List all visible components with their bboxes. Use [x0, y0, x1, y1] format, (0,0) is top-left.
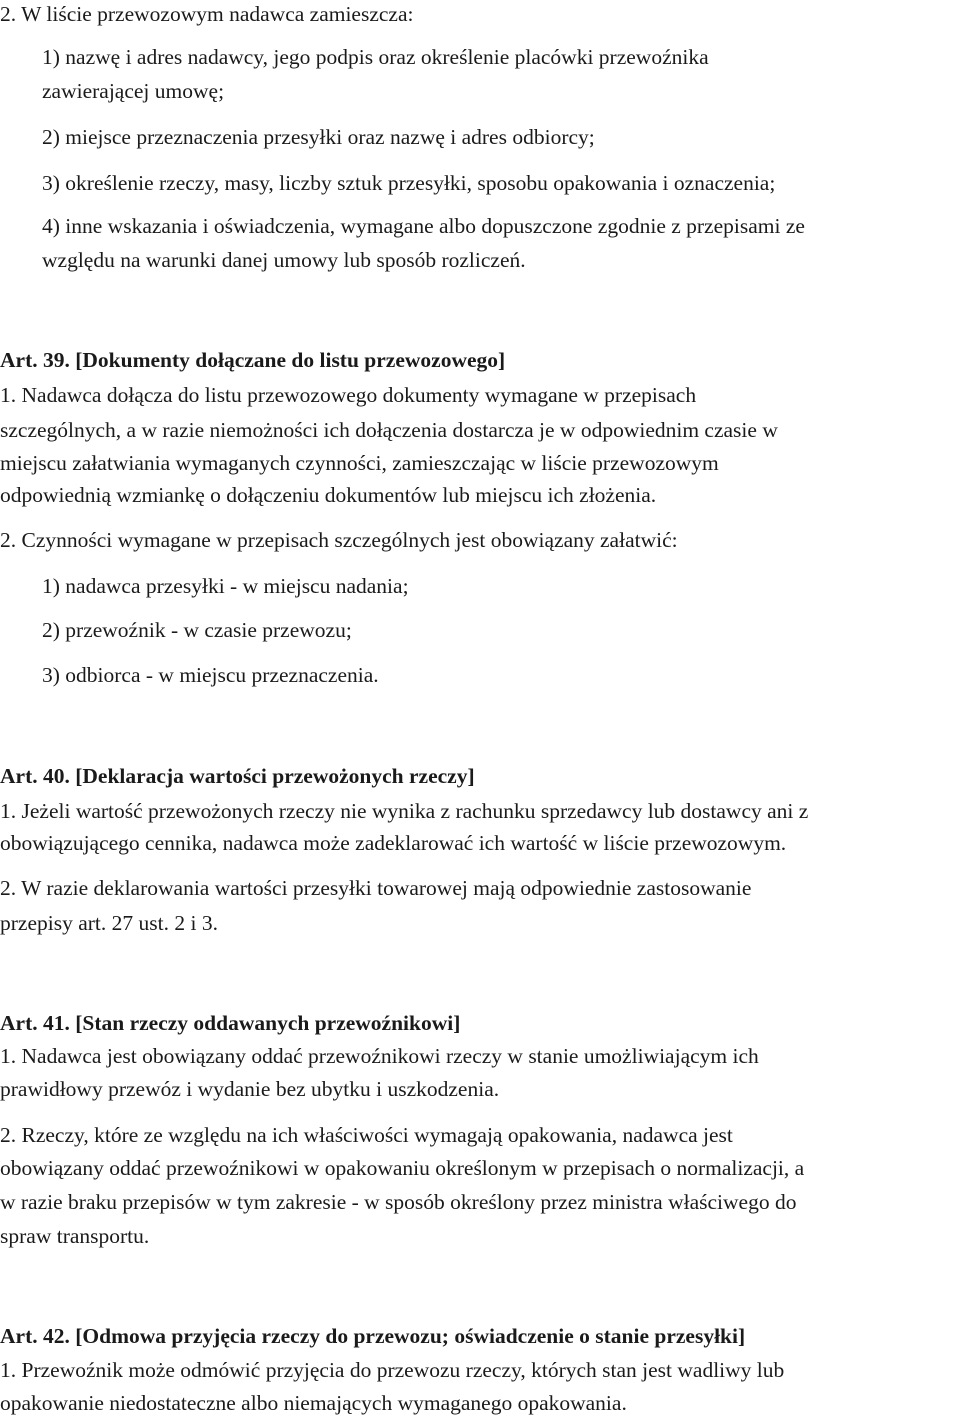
list-item-line: 4) inne wskazania i oświadczenia, wymagane albo dopuszczone zgodnie z przepisami ze: [42, 214, 805, 238]
article-41-heading: Art. 41. [Stan rzeczy oddawanych przewoźnikowi]: [0, 1011, 461, 1035]
paragraph-line: 2. Rzeczy, które ze względu na ich właściwości wymagają opakowania, nadawca jest: [0, 1123, 733, 1147]
list-item-line: zawierającej umowę;: [42, 79, 225, 103]
paragraph-line: szczególnych, a w razie niemożności ich dołączenia dostarcza je w odpowiednim czasie w: [0, 418, 778, 442]
paragraph-line: przepisy art. 27 ust. 2 i 3.: [0, 911, 218, 935]
article-39-heading: Art. 39. [Dokumenty dołączane do listu przewozowego]: [0, 348, 506, 372]
paragraph-line: 2. Czynności wymagane w przepisach szczególnych jest obowiązany załatwić:: [0, 528, 678, 552]
paragraph-line: 2. W razie deklarowania wartości przesyłki towarowej mają odpowiednie zastosowanie: [0, 876, 752, 900]
paragraph-line: 1. Nadawca jest obowiązany oddać przewoźnikowi rzeczy w stanie umożliwiającym ich: [0, 1044, 759, 1068]
list-item-line: 2) przewoźnik - w czasie przewozu;: [42, 618, 352, 642]
paragraph-line: w razie braku przepisów w tym zakresie - w sposób określony przez ministra właściwego do: [0, 1190, 797, 1214]
paragraph-line: obowiązany oddać przewoźnikowi w opakowaniu określonym w przepisach o normalizacji, a: [0, 1156, 805, 1180]
paragraph-line: miejscu załatwiania wymaganych czynności, zamieszczając w liście przewozowym: [0, 451, 719, 475]
paragraph-line: 1. Przewoźnik może odmówić przyjęcia do przewozu rzeczy, których stan jest wadliwy lub: [0, 1358, 785, 1382]
list-item-line: 1) nadawca przesyłki - w miejscu nadania;: [42, 574, 409, 598]
paragraph-line: 1. Jeżeli wartość przewożonych rzeczy nie wynika z rachunku sprzedawcy lub dostawcy ani z: [0, 799, 809, 823]
article-42-heading: Art. 42. [Odmowa przyjęcia rzeczy do przewozu; oświadczenie o stanie przesyłki]: [0, 1324, 746, 1348]
paragraph-line: 1. Nadawca dołącza do listu przewozowego dokumenty wymagane w przepisach: [0, 383, 697, 407]
list-item-line: 3) odbiorca - w miejscu przeznaczenia.: [42, 663, 379, 687]
paragraph-line: opakowanie niedostateczne albo niemających wymaganego opakowania.: [0, 1391, 627, 1415]
article-40-heading: Art. 40. [Deklaracja wartości przewożonych rzeczy]: [0, 764, 475, 788]
paragraph-line: obowiązującego cennika, nadawca może zadeklarować ich wartość w liście przewozowym.: [0, 831, 787, 855]
paragraph-line: 2. W liście przewozowym nadawca zamieszcza:: [0, 2, 414, 26]
paragraph-line: spraw transportu.: [0, 1224, 150, 1248]
list-item-line: względu na warunki danej umowy lub sposób rozliczeń.: [42, 248, 526, 272]
paragraph-line: prawidłowy przewóz i wydanie bez ubytku i uszkodzenia.: [0, 1077, 500, 1101]
list-item-line: 1) nazwę i adres nadawcy, jego podpis oraz określenie placówki przewoźnika: [42, 45, 709, 69]
list-item-line: 2) miejsce przeznaczenia przesyłki oraz nazwę i adres odbiorcy;: [42, 125, 595, 149]
paragraph-line: odpowiednią wzmiankę o dołączeniu dokumentów lub miejscu ich złożenia.: [0, 483, 657, 507]
list-item-line: 3) określenie rzeczy, masy, liczby sztuk przesyłki, sposobu opakowania i oznaczenia;: [42, 171, 776, 195]
